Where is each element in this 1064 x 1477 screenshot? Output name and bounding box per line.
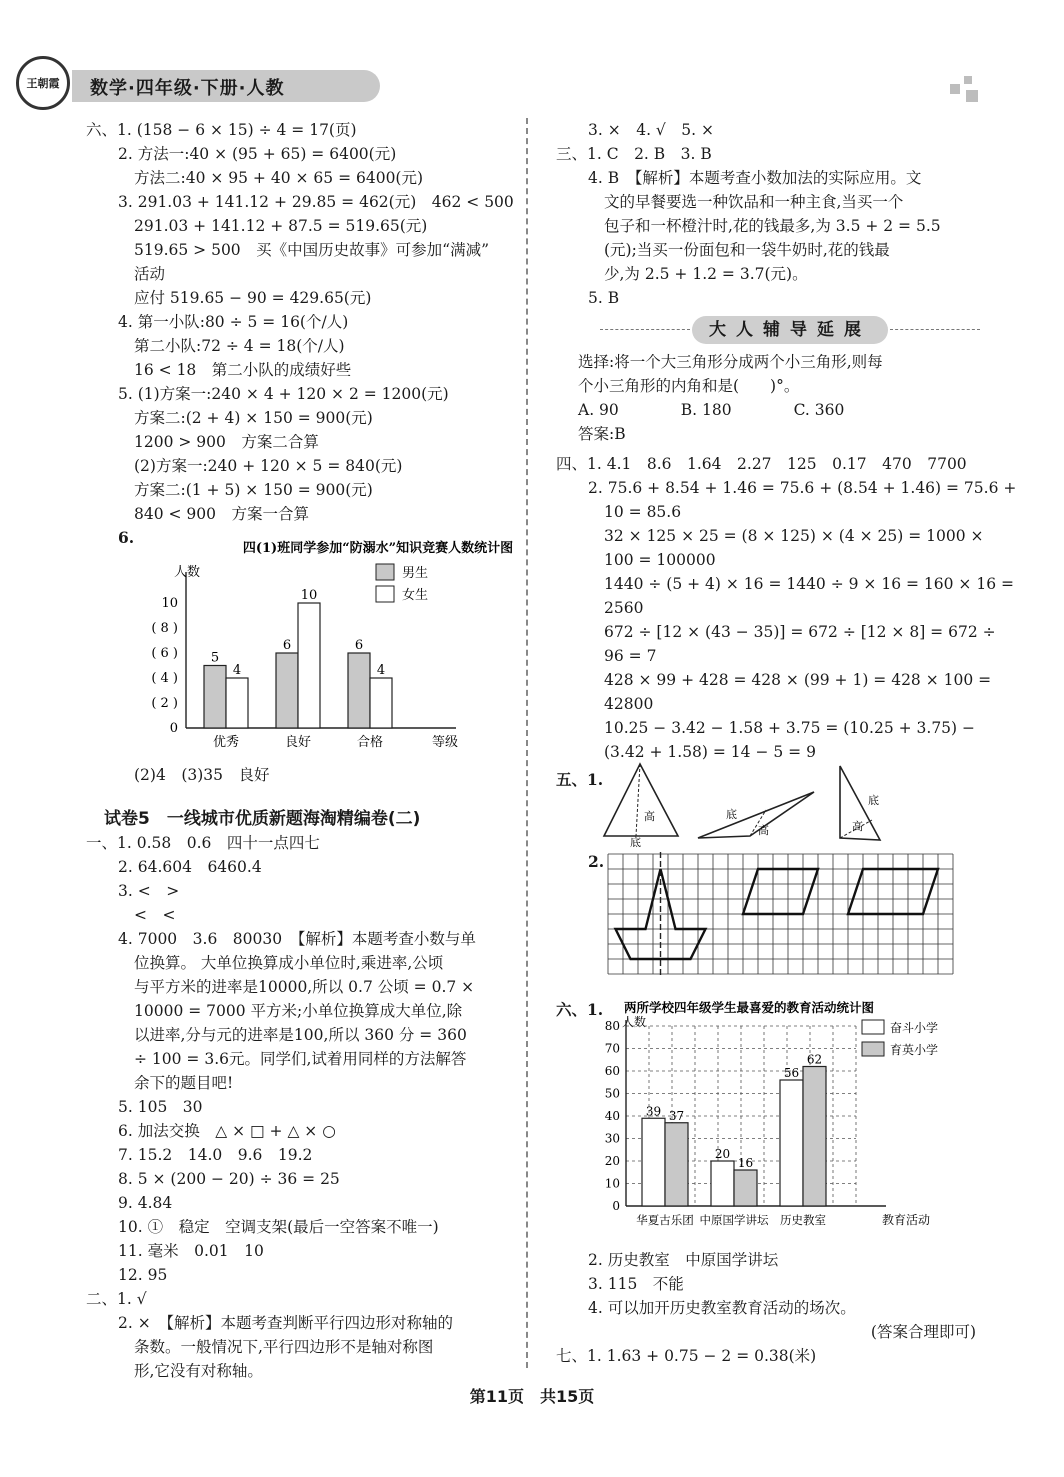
answer-line: 96 = 7 — [604, 647, 657, 665]
data-label: 37 — [668, 1108, 685, 1123]
last-answer: 七、1. 1.63 + 0.75 − 2 = 0.38(米) — [556, 1347, 817, 1365]
chart1-followup: (2)4 (3)35 良好 — [134, 766, 270, 784]
banner-line — [600, 329, 690, 330]
answer-line: 2. 方法一:40 × (95 + 65) = 6400(元) — [118, 145, 397, 163]
right-answers-3 — [556, 1248, 986, 1368]
answer-line: 840 < 900 方案一合算 — [134, 505, 310, 523]
y-tick-label: 70 — [604, 1041, 620, 1056]
answer-line: 12. 95 — [118, 1266, 168, 1284]
data-label: 20 — [714, 1147, 731, 1161]
answer-line: 1200 > 900 方案二合算 — [134, 433, 319, 451]
answer-line: 32 × 125 × 25 = (8 × 125) × (4 × 25) = 1000 × — [604, 527, 984, 545]
q6-label-right: 六、1. — [556, 1000, 604, 1019]
y-tick-label: 0 — [612, 1199, 620, 1213]
y-tick-label: 10 — [161, 596, 178, 611]
extension-line: 个小三角形的内角和是( )°。 — [578, 377, 800, 395]
bar-girls — [226, 678, 248, 728]
bar-boys — [348, 653, 370, 728]
y-tick-label: 60 — [604, 1064, 620, 1078]
x-tick-label: 中原国学讲坛 — [699, 1213, 769, 1227]
answer-line: (2)方案一:240 + 120 × 5 = 840(元) — [134, 457, 403, 475]
tri-label: 高 — [852, 820, 863, 833]
answer-line: 3. 291.03 + 141.12 + 29.85 = 462(元) 462 < 500 — [118, 193, 514, 211]
answer-line: 7. 15.2 14.0 9.6 19.2 — [118, 1146, 313, 1164]
answer-line: 10 = 85.6 — [604, 503, 682, 521]
bar-boys — [276, 653, 298, 728]
bar-fendou — [711, 1161, 734, 1206]
height-line-1 — [636, 764, 640, 836]
header-decoration — [964, 76, 972, 84]
extension-line: 选择:将一个大三角形分成两个小三角形,则每 — [578, 353, 883, 371]
chart-title: 两所学校四年级学生最喜爱的教育活动统计图 — [624, 1000, 875, 1015]
data-label: 4 — [376, 663, 386, 678]
answer-line: 活动 — [134, 265, 166, 283]
answer-line: 2. 64.604 6460.4 — [118, 858, 262, 876]
x-tick-label: 华夏古乐团 — [636, 1213, 694, 1227]
answer-line: 方案二:(2 + 4) × 150 = 900(元) — [134, 409, 373, 427]
bar-fendou — [780, 1080, 803, 1206]
right-answers-3-list — [556, 1248, 986, 1320]
banner-title: 大人辅导延展 — [692, 316, 888, 344]
y-axis-label: 人数 — [174, 565, 201, 580]
x-tick-label: 优秀 — [212, 735, 240, 750]
extension-banner — [600, 316, 976, 344]
answer-line: (3.42 + 1.58) = 14 − 5 = 9 — [604, 743, 816, 761]
y-tick-label: 0 — [169, 721, 178, 736]
y-axis-label: 人数 — [622, 1015, 647, 1029]
q6-label: 6. — [118, 528, 135, 547]
answer-line: 3. × 4. √ 5. × — [588, 121, 714, 139]
tri-label: 高 — [644, 810, 655, 823]
legend-label: 奋斗小学 — [890, 1021, 939, 1035]
extension-text — [578, 350, 1008, 446]
answer-line: 42800 — [604, 695, 654, 713]
bar-yuying — [734, 1170, 757, 1206]
answer-line: 包子和一杯橙汁时,花的钱最多,为 3.5 + 2 = 5.5 — [604, 217, 941, 235]
extension-line: A. 90 B. 180 C. 360 — [578, 401, 845, 419]
right-answers-2 — [556, 452, 1017, 764]
answer-line: 4. B 【解析】本题考查小数加法的实际应用。文 — [588, 169, 922, 187]
answer-line: 四、1. 4.1 8.6 1.64 2.27 125 0.17 470 7700 — [556, 455, 967, 473]
extension-line: 答案:B — [578, 425, 626, 443]
y-tick-label: ( 2 ) — [151, 696, 178, 711]
answer-line: 291.03 + 141.12 + 87.5 = 519.65(元) — [134, 217, 428, 235]
data-label: 4 — [232, 663, 242, 678]
left-answers-2 — [86, 831, 516, 1383]
answer-line: 2. × 【解析】本题考查判断平行四边形对称轴的 — [118, 1314, 453, 1332]
answer-line: 位换算。 大单位换算成小单位时,乘进率,公顷 — [134, 954, 444, 972]
legend-swatch — [376, 564, 394, 580]
y-tick-label: 10 — [604, 1176, 620, 1191]
x-tick-label: 良好 — [284, 735, 312, 750]
chart-1 — [86, 541, 514, 756]
left-column — [86, 118, 516, 1383]
legend-label: 女生 — [402, 588, 429, 603]
column-divider — [526, 118, 528, 1368]
bar-girls — [298, 603, 320, 728]
legend-swatch — [376, 586, 394, 602]
answer-line: 2. 历史教室 中原国学讲坛 — [588, 1251, 779, 1269]
left-answers — [86, 118, 516, 526]
x-axis-label: 等级 — [432, 735, 459, 750]
answer-line: 余下的题目吧! — [134, 1074, 234, 1092]
triangle-2 — [698, 792, 814, 838]
answer-line: 672 ÷ [12 × (43 − 35)] = 672 ÷ [12 × 8] = 672 ÷ — [604, 623, 996, 641]
answer-line: 2. 75.6 + 8.54 + 1.46 = 75.6 + (8.54 + 1.46) = 75.6 + — [588, 479, 1017, 497]
y-tick-label: 50 — [604, 1086, 620, 1101]
data-label: 6 — [354, 638, 364, 653]
y-tick-label: ( 6 ) — [151, 646, 178, 661]
y-tick-label: ( 4 ) — [151, 671, 178, 686]
triangle-figures — [600, 762, 900, 850]
answer-line: 8. 5 × (200 − 20) ÷ 36 = 25 — [118, 1170, 340, 1188]
tri-label: 底 — [868, 794, 879, 807]
answer-line: ÷ 100 = 3.6元。同学们,试着用同样的方法解答 — [134, 1050, 467, 1068]
section-title: 试卷5 一线城市优质新题海淘精编卷(二) — [104, 809, 421, 829]
bar-yuying — [803, 1067, 826, 1207]
answer-line: 5. B — [588, 289, 620, 307]
tri-label: 高 — [758, 824, 769, 837]
data-label: 39 — [645, 1104, 662, 1119]
answer-line: 方案二:(1 + 5) × 150 = 900(元) — [134, 481, 373, 499]
answer-line: 4. 可以加开历史教室教育活动的场次。 — [588, 1299, 856, 1317]
answer-line: 428 × 99 + 428 = 428 × (99 + 1) = 428 × 100 = — [604, 671, 992, 689]
answer-line: 3. 115 不能 — [588, 1275, 684, 1293]
tri-label: 底 — [726, 808, 737, 821]
q5-2-label: 2. — [588, 852, 605, 871]
answer-line: 5. (1)方案一:240 × 4 + 120 × 2 = 1200(元) — [118, 385, 449, 403]
q5-label: 五、1. — [556, 770, 604, 789]
legend-swatch — [862, 1042, 884, 1056]
bar-boys — [204, 666, 226, 729]
chart-2 — [590, 1000, 980, 1244]
answer-line: 100 = 100000 — [604, 551, 716, 569]
parallelogram-1 — [743, 869, 818, 914]
answer-line: (元);当买一份面包和一袋牛奶时,花的钱最 — [604, 241, 890, 259]
tri-label: 底 — [630, 836, 641, 849]
data-label: 56 — [783, 1066, 800, 1080]
banner-line — [890, 329, 980, 330]
extension-block — [578, 350, 1008, 446]
chart-title: 四(1)班同学参加“防溺水”知识竞赛人数统计图 — [242, 541, 514, 556]
answer-line: < < — [134, 906, 176, 924]
answer-line: 16 < 18 第二小队的成绩好些 — [134, 361, 352, 379]
answer-line: 少,为 2.5 + 1.2 = 3.7(元)。 — [604, 265, 808, 283]
answer-line: 第二小队:72 ÷ 4 = 18(个/人) — [134, 337, 345, 355]
x-axis-label: 教育活动 — [882, 1213, 931, 1227]
spacer — [86, 787, 516, 807]
y-tick-label: 80 — [604, 1019, 620, 1033]
answer-line: 10.25 − 3.42 − 1.58 + 3.75 = (10.25 + 3.75) − — [604, 719, 976, 737]
drawing-grid — [606, 852, 958, 986]
data-label: 6 — [282, 638, 292, 653]
y-tick-label: 40 — [604, 1109, 620, 1123]
answer-line: 1440 ÷ (5 + 4) × 16 = 1440 ÷ 9 × 16 = 160 × 16 = — [604, 575, 1014, 593]
answer-line: 4. 7000 3.6 80030 【解析】本题考查小数与单 — [118, 930, 476, 948]
bar-yuying — [665, 1123, 688, 1206]
answer-line: 六、1. (158 − 6 × 15) ÷ 4 = 17(页) — [86, 121, 357, 139]
answer-line: 条数。一般情况下,平行四边形不是轴对称图 — [134, 1338, 434, 1356]
data-label: 16 — [737, 1156, 754, 1170]
answer-line: 一、1. 0.58 0.6 四十一点四七 — [86, 834, 320, 852]
answer-line: 形,它没有对称轴。 — [134, 1362, 263, 1380]
publisher-logo: 王朝霞 — [16, 56, 70, 110]
answer-line: 二、1. √ — [86, 1290, 147, 1308]
answer-line: 10000 = 7000 平方米;小单位换算成大单位,除 — [134, 1002, 463, 1020]
answer-line: 与平方米的进率是10000,所以 0.7 公顷 = 0.7 × — [134, 978, 475, 996]
bar-girls — [370, 678, 392, 728]
data-label: 5 — [210, 650, 220, 666]
x-tick-label: 合格 — [356, 735, 384, 750]
answer-line: 方法二:40 × 95 + 40 × 65 = 6400(元) — [134, 169, 424, 187]
data-label: 10 — [300, 588, 318, 603]
right-column — [556, 118, 986, 310]
y-tick-label: ( 8 ) — [151, 621, 178, 636]
answer-line: 6. 加法交换 △ × □ + △ × ○ — [118, 1122, 336, 1140]
right-answers — [556, 118, 986, 310]
answer-line: 2560 — [604, 599, 644, 617]
header-decoration — [966, 90, 978, 102]
legend-label: 育英小学 — [890, 1043, 939, 1057]
answer-line: 10. ① 稳定 空调支架(最后一空答案不唯一) — [118, 1218, 439, 1236]
answer-line: 三、1. C 2. B 3. B — [556, 145, 712, 163]
right-answers-block — [556, 452, 1017, 764]
bar-fendou — [642, 1118, 665, 1206]
header-decoration — [950, 84, 960, 94]
y-tick-label: 20 — [604, 1154, 620, 1168]
triangle-1 — [604, 764, 678, 836]
answer-line: 4. 第一小队:80 ÷ 5 = 16(个/人) — [118, 313, 349, 331]
answer-line: 文的早餐要选一种饮品和一种主食,当买一个 — [604, 193, 904, 211]
answer-line: 应付 519.65 − 90 = 429.65(元) — [134, 289, 372, 307]
page-footer: 第11页 共15页 — [469, 1387, 595, 1406]
answer-line: 3. < > — [118, 882, 180, 900]
y-tick-label: 30 — [604, 1131, 620, 1146]
legend-swatch — [862, 1020, 884, 1034]
answer-line: 11. 毫米 0.01 10 — [118, 1242, 264, 1260]
answer-line: 9. 4.84 — [118, 1194, 173, 1212]
answer-line: 5. 105 30 — [118, 1098, 203, 1116]
answer-line: 519.65 > 500 买《中国历史故事》可参加“满减” — [134, 241, 490, 259]
x-tick-label: 历史教室 — [780, 1213, 826, 1227]
answer-line: 以进率,分与元的进率是100,所以 360 分 = 360 — [134, 1026, 467, 1044]
answer-note: (答案合理即可) — [870, 1323, 976, 1341]
data-label: 62 — [806, 1052, 823, 1067]
legend-label: 男生 — [402, 566, 429, 581]
page-header-title: 数学·四年级·下册·人教 — [90, 78, 285, 99]
